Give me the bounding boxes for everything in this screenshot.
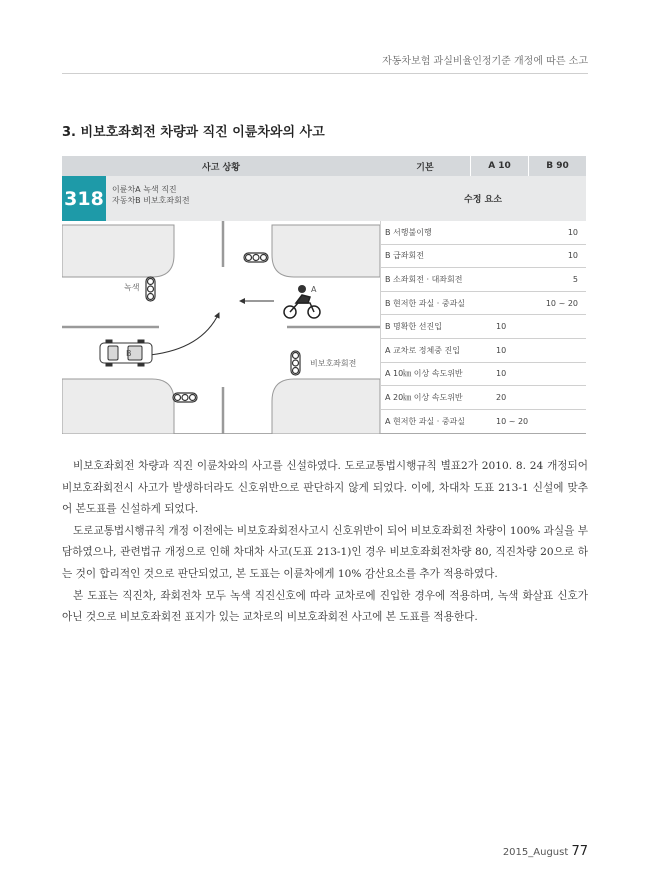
page-footer xyxy=(503,844,588,859)
factor-name: B 현저한 과실 · 중과실 xyxy=(380,292,490,315)
factor-row xyxy=(380,315,586,339)
case-description xyxy=(106,176,380,221)
header-b-ratio: B 90 xyxy=(528,156,586,176)
factor-name: B 소좌회전 · 대좌회전 xyxy=(380,268,490,291)
factor-a-value xyxy=(490,292,538,315)
section-title: 3. 비보호좌회전 차량과 직진 이륜차와의 사고 xyxy=(62,125,325,140)
factor-row xyxy=(380,410,586,434)
label-vehicle-b: B xyxy=(126,349,132,358)
factor-name: A 10㎞ 이상 속도위반 xyxy=(380,363,490,386)
block-top-left xyxy=(62,225,174,277)
running-header: 자동차보험 과실비율인정기준 개정에 따른 소고 xyxy=(382,56,588,67)
factor-name: A 교차로 정체중 진입 xyxy=(380,339,490,362)
factor-row xyxy=(380,268,586,292)
factor-row xyxy=(380,245,586,269)
case-number: 318 xyxy=(62,176,106,221)
factor-a-value xyxy=(490,245,538,268)
block-top-right xyxy=(272,225,380,277)
factor-a-value xyxy=(490,221,538,244)
factor-b-value xyxy=(538,410,586,434)
factor-b-value: 10 xyxy=(567,227,578,237)
factor-name: B 급좌회전 xyxy=(380,245,490,268)
case-row xyxy=(62,176,586,221)
intersection-diagram xyxy=(62,221,380,434)
paragraph: 비보호좌회전 차량과 직진 이륜차와의 사고를 신설하였다. 도로교통법시행규칙 별표2가 2010. 8. 24 개정되어 비보호좌회전시 사고가 발생하더라도 신호위반으로 판단하지 않게 되었다. 이에, 차대차 도표 213-1 신설에 맞추어 본도표를 신설하게 되었다. xyxy=(62,460,588,516)
factor-b-value xyxy=(538,315,586,338)
case-desc-line: 이륜차A 녹색 직진 xyxy=(112,185,177,194)
accident-table xyxy=(62,156,586,434)
factor-name: B 서행불이행 xyxy=(380,221,490,244)
block-bottom-left xyxy=(62,379,174,434)
factor-row xyxy=(380,221,586,245)
label-green: 녹색 xyxy=(124,283,140,292)
factor-a-value: 10 ~ 20 xyxy=(496,417,529,427)
factor-row xyxy=(380,292,586,316)
page-number: 77 xyxy=(571,844,588,859)
factor-b-value: 10 ~ 20 xyxy=(545,298,578,308)
modifier-label: 수정 요소 xyxy=(464,195,502,205)
body-text xyxy=(62,456,588,629)
header-a-ratio: A 10 xyxy=(470,156,528,176)
factor-a-value xyxy=(490,268,538,291)
header-situation: 사고 상황 xyxy=(202,162,240,173)
block-bottom-right xyxy=(272,379,380,434)
traffic-light-bottom xyxy=(173,393,197,402)
factor-b-value xyxy=(538,386,586,409)
traffic-light-left xyxy=(146,277,155,301)
factor-b-value: 10 xyxy=(567,251,578,261)
factor-row xyxy=(380,386,586,410)
header-divider xyxy=(62,73,588,74)
factor-name: B 명확한 선진입 xyxy=(380,315,490,338)
traffic-light-right xyxy=(291,351,300,375)
factor-b-value xyxy=(538,339,586,362)
factor-b-value xyxy=(538,363,586,386)
case-desc-line: 자동차B 비보호좌회전 xyxy=(112,196,190,205)
factor-a-value: 20 xyxy=(496,392,507,402)
traffic-light-top xyxy=(244,253,268,262)
table-body xyxy=(62,221,586,434)
label-unprotected-left-turn: 비보호좌회전 xyxy=(310,359,357,368)
paragraph: 도로교통법시행규칙 개정 이전에는 비보호좌회전사고시 신호위반이 되어 비보호좌회전 차량이 100% 과실을 부담하였으나, 관련법규 개정으로 인해 차대차 사고(도표 213-1)인 경우 비보호좌회전차량 80, 직진차량 20으로 하는 것이 합리적인 것으로 판단되었고, 본 도표는 이륜차에게 10% 감산요소를 추가 적용하였다. xyxy=(62,524,588,580)
modifier-list xyxy=(380,221,586,433)
label-vehicle-a: A xyxy=(311,285,317,294)
factor-row xyxy=(380,339,586,363)
factor-a-value: 10 xyxy=(496,322,507,332)
factor-a-value: 10 xyxy=(496,345,507,355)
factor-name: A 현저한 과실 · 중과실 xyxy=(380,410,490,434)
factor-a-value: 10 xyxy=(496,369,507,379)
factor-name: A 20㎞ 이상 속도위반 xyxy=(380,386,490,409)
factor-b-value: 5 xyxy=(572,274,578,284)
header-basic: 기본 xyxy=(416,162,434,173)
left-turn-arrow xyxy=(150,313,219,355)
table-header xyxy=(62,156,586,176)
issue-label: 2015_August xyxy=(502,847,569,858)
paragraph: 본 도표는 직진차, 좌회전차 모두 녹색 직진신호에 따라 교차로에 진입한 경우에 적용하며, 녹색 화살표 신호가 아닌 것으로 비보호좌회전 표지가 있는 교차로의 비보호좌회전 사고에 본 도표를 적용한다. xyxy=(62,589,588,624)
intersection-svg xyxy=(62,221,380,434)
factor-row xyxy=(380,363,586,387)
